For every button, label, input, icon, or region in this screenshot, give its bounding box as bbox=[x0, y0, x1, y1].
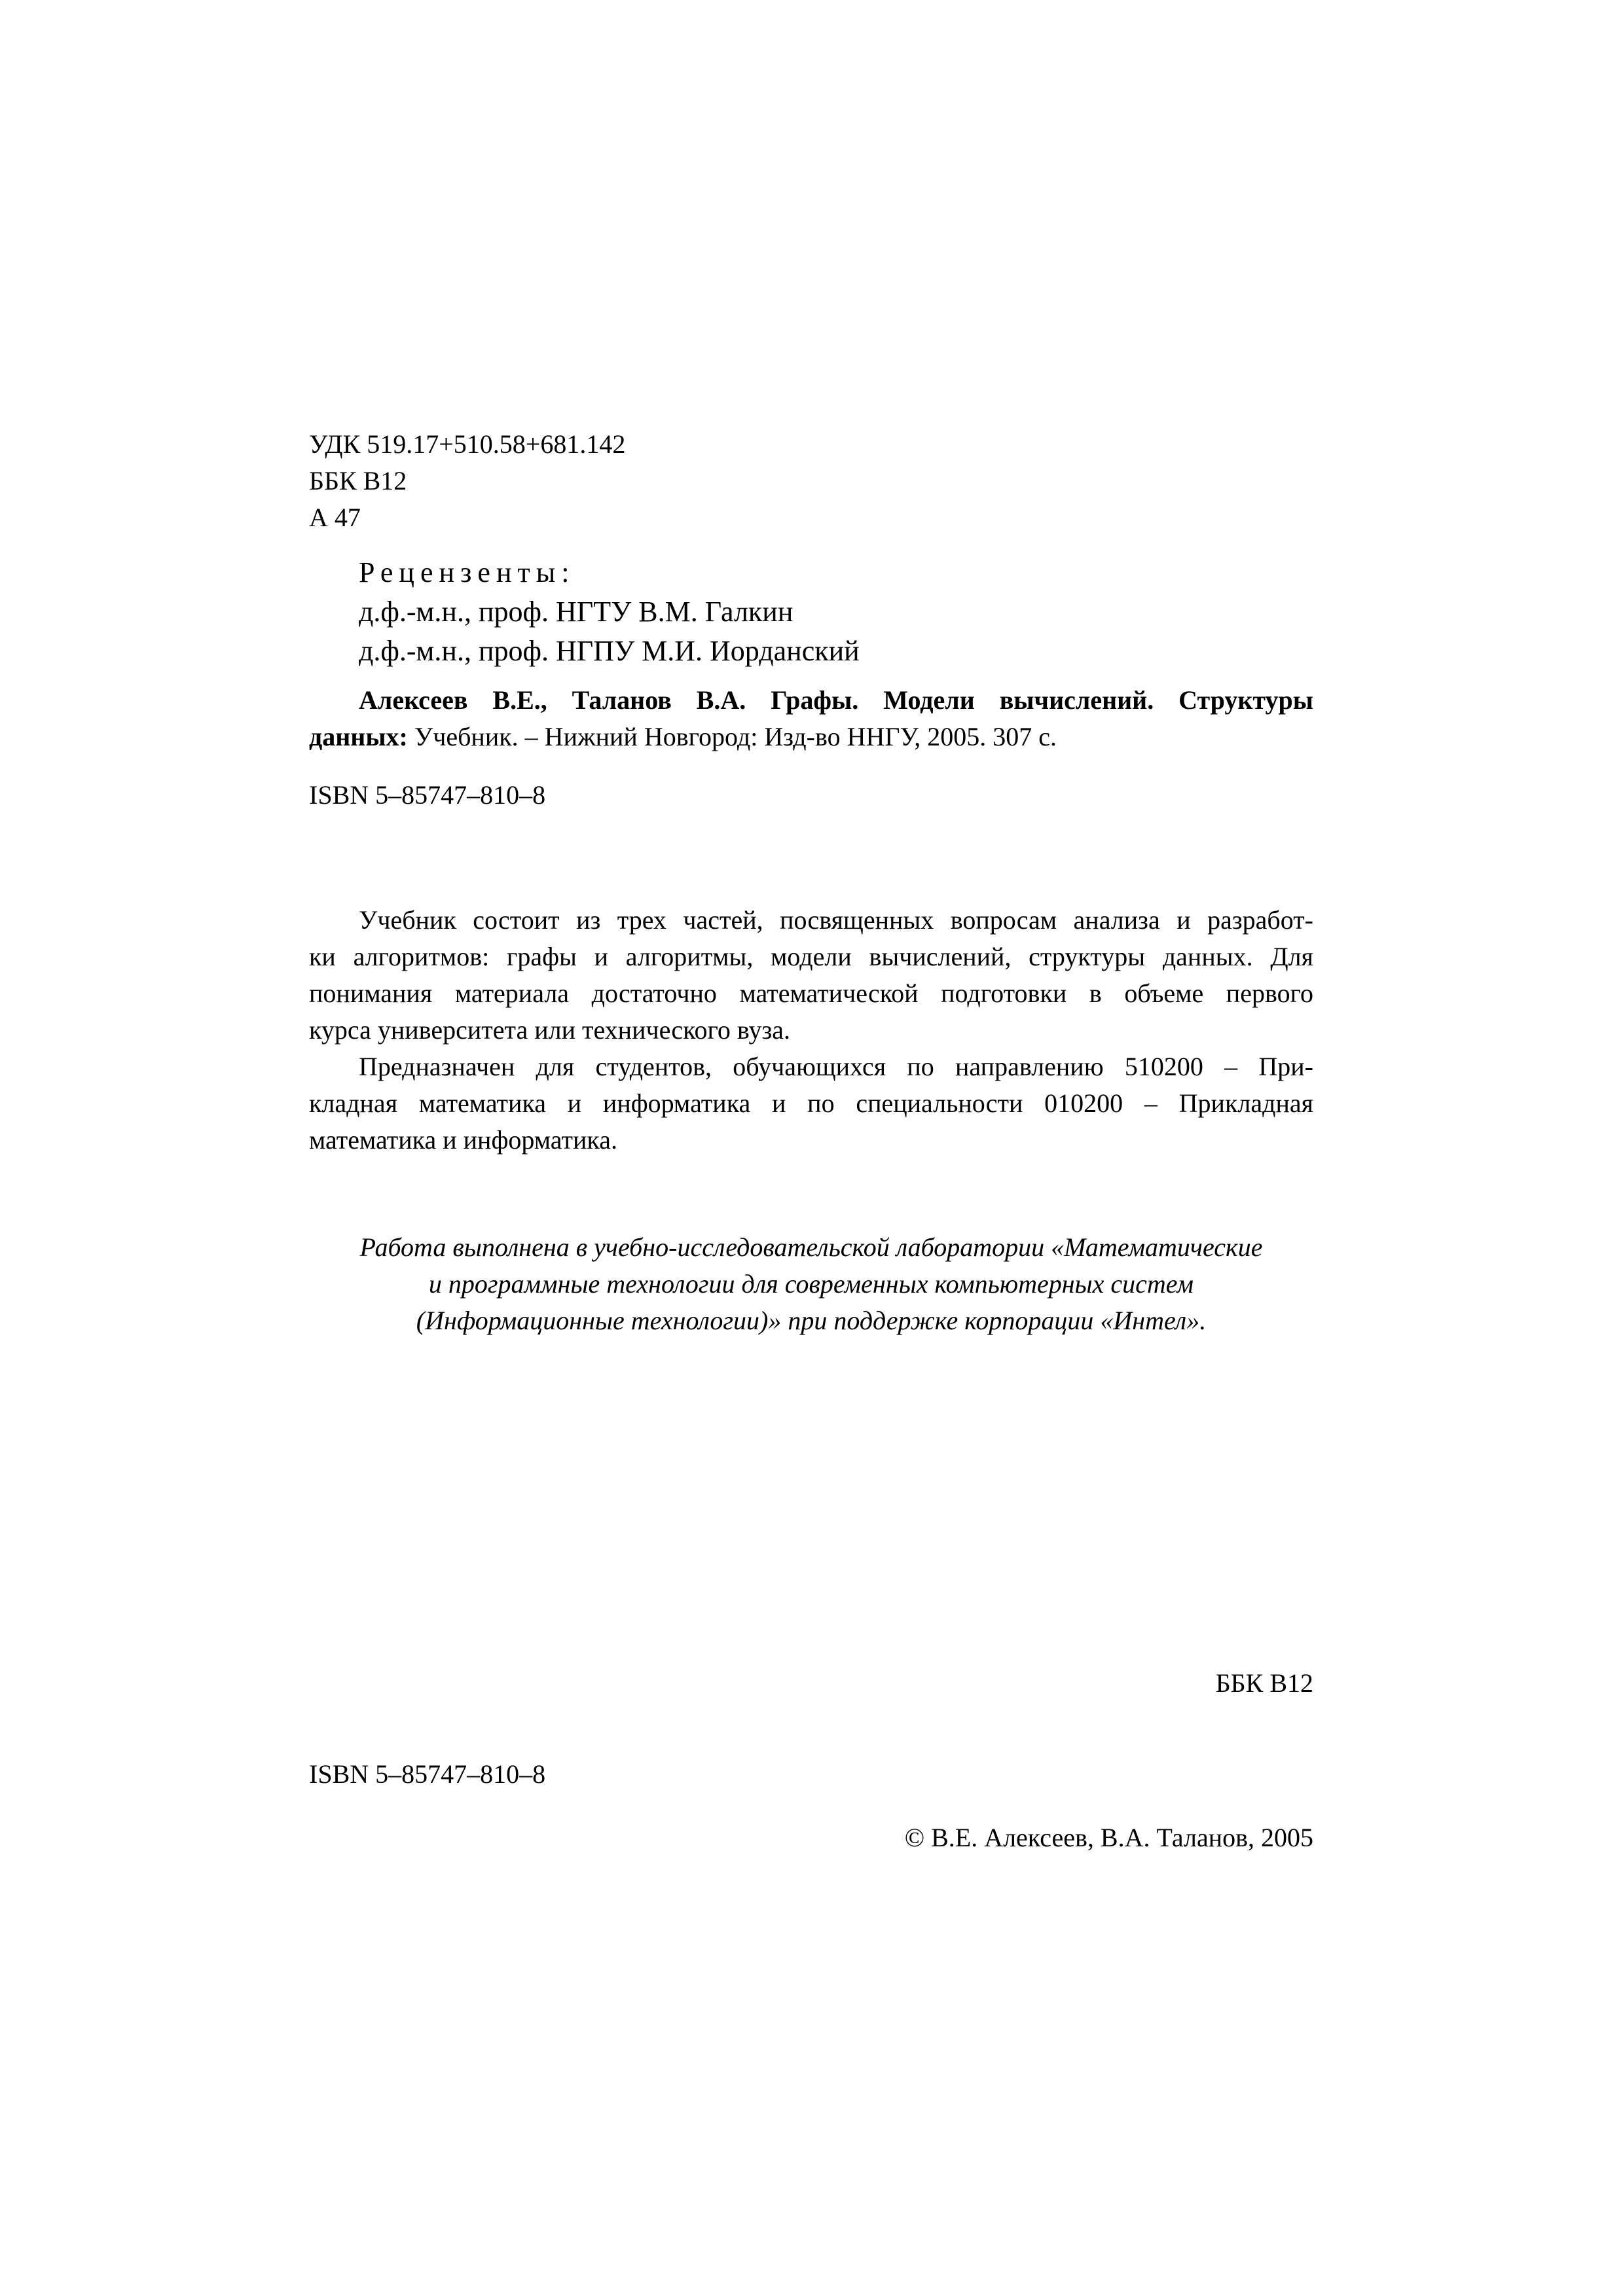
annotation-line: ки алгоритмов: графы и алгоритмы, модели вычислений, структуры данных. Для bbox=[309, 942, 1313, 971]
classification-codes bbox=[309, 426, 625, 536]
copyright-notice: © В.Е. Алексеев, В.А. Таланов, 2005 bbox=[904, 1823, 1313, 1852]
bibliographic-title-end: данных: bbox=[309, 722, 408, 751]
isbn-top: ISBN 5–85747–810–8 bbox=[309, 780, 546, 810]
annotation-line: Предназначен для студентов, обучающихся по направлению 510200 – При- bbox=[359, 1052, 1313, 1081]
reviewers-section bbox=[359, 553, 860, 671]
laboratory-note-line: и программные технологии для современных компьютерных систем bbox=[428, 1269, 1194, 1299]
laboratory-note-line: Работа выполнена в учебно-исследовательской лаборатории «Математические bbox=[359, 1232, 1263, 1262]
author-sign: А 47 bbox=[309, 503, 361, 532]
reviewers-heading: Рецензенты: bbox=[359, 556, 575, 588]
bibliographic-imprint: Учебник. – Нижний Новгород: Изд-во ННГУ, 2005. 307 с. bbox=[407, 722, 1057, 751]
bibliographic-record bbox=[309, 682, 1313, 755]
annotation-line: математика и информатика. bbox=[309, 1125, 617, 1155]
annotation-line: понимания материала достаточно математической подготовки в объеме первого bbox=[309, 978, 1313, 1008]
udk-code: УДК 519.17+510.58+681.142 bbox=[309, 429, 626, 459]
annotation bbox=[309, 902, 1313, 1158]
annotation-line: курса университета или технического вуза. bbox=[309, 1015, 790, 1045]
annotation-line: Учебник состоит из трех частей, посвященных вопросам анализа и разработ- bbox=[359, 905, 1313, 935]
reviewer-entry: д.ф.-м.н., проф. НГТУ В.М. Галкин bbox=[359, 596, 793, 628]
bbk-code-bottom: ББК В12 bbox=[1215, 1668, 1313, 1698]
laboratory-note-line: (Информационные технологии)» при поддержке корпорации «Интел». bbox=[416, 1306, 1207, 1335]
laboratory-note bbox=[309, 1229, 1313, 1339]
bibliographic-publication-line bbox=[309, 719, 1313, 755]
annotation-line: кладная математика и информатика и по специальности 010200 – Прикладная bbox=[309, 1088, 1313, 1118]
reviewer-entry: д.ф.-м.н., проф. НГПУ М.И. Иорданский bbox=[359, 635, 860, 667]
isbn-bottom: ISBN 5–85747–810–8 bbox=[309, 1759, 546, 1789]
bbk-code: ББК В12 bbox=[309, 466, 407, 495]
bibliographic-title-line: Алексеев В.Е., Таланов В.А. Графы. Модели вычислений. Структуры bbox=[359, 685, 1313, 715]
